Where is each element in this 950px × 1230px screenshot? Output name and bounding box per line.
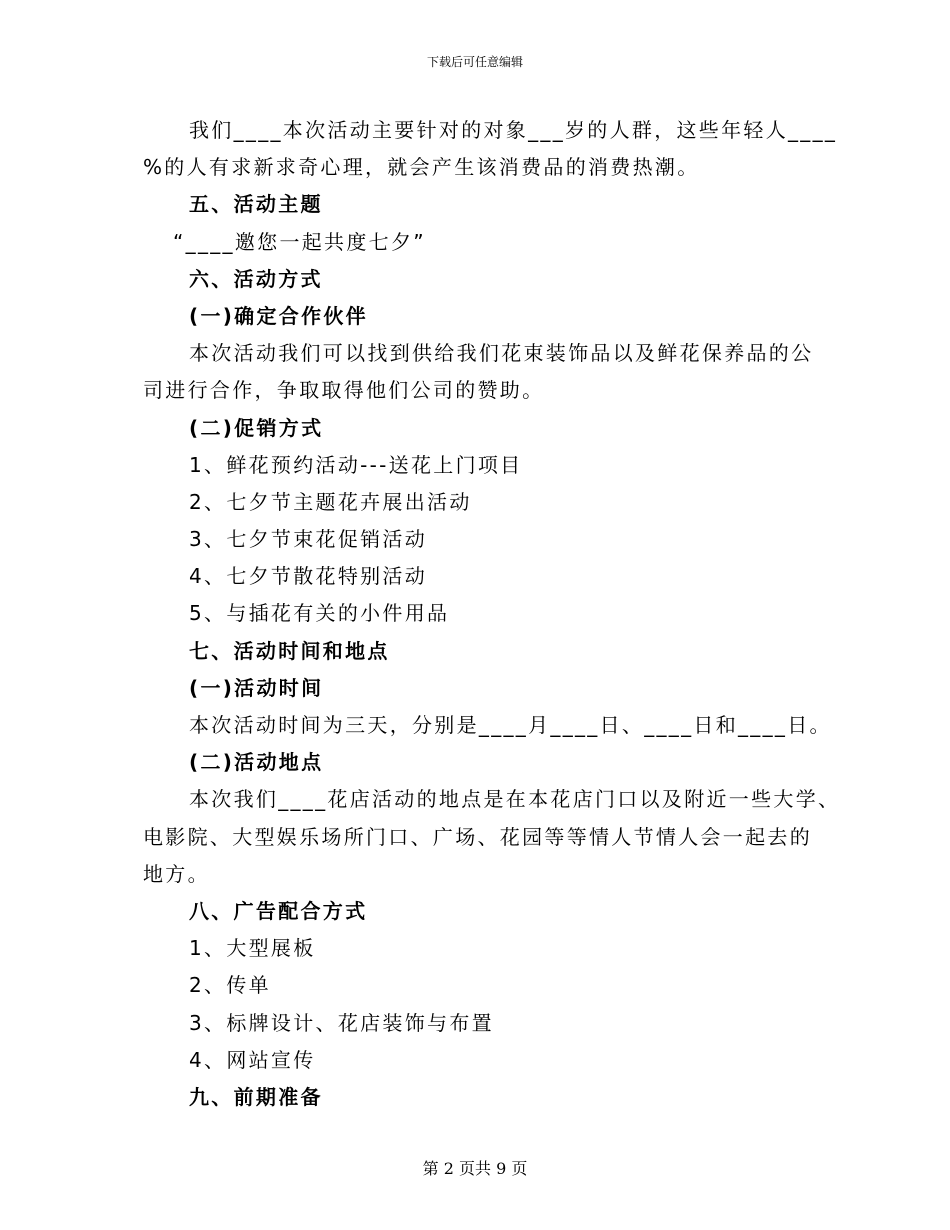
page-number: 第 2 页共 9 页 [422, 1159, 528, 1178]
subsection-heading: (一)活动时间 [189, 675, 324, 700]
paragraph-line: 司进行合作，争取取得他们公司的赞助。 [143, 378, 545, 403]
paragraph-line: 本次活动我们可以找到供给我们花束装饰品以及鲜花保养品的公 [189, 341, 814, 366]
list-item: 2、七夕节主题花卉展出活动 [189, 489, 472, 514]
paragraph-line: 本次活动时间为三天，分别是____月____日、____日和____日。 [189, 713, 832, 737]
list-item: 4、网站宣传 [189, 1047, 316, 1072]
paragraph-line: 电影院、大型娱乐场所门口、广场、花园等等情人节情人会一起去的 [143, 824, 812, 849]
paragraph-line: 本次我们____花店活动的地点是在本花店门口以及附近一些大学、 [189, 787, 841, 812]
header-note: 下载后可任意编辑 [426, 55, 523, 69]
list-item: 5、与插花有关的小件用品 [189, 601, 450, 626]
list-item: 3、标牌设计、花店装饰与布置 [189, 1010, 494, 1035]
list-item: 4、七夕节散花特别活动 [189, 564, 428, 589]
document-body [143, 112, 841, 1116]
list-item: 2、传单 [189, 973, 271, 998]
section-heading: 五、活动主题 [189, 192, 323, 217]
paragraph-line: 我们____本次活动主要针对的对象___岁的人群，这些年轻人____ [189, 118, 838, 142]
section-heading: 九、前期准备 [189, 1084, 323, 1109]
subsection-heading: (一)确定合作伙伴 [189, 303, 368, 328]
section-heading: 八、广告配合方式 [189, 898, 368, 923]
paragraph-line: %的人有求新求奇心理，就会产生该消费品的消费热潮。 [143, 155, 700, 180]
list-item: 3、七夕节束花促销活动 [189, 527, 428, 552]
list-item: 1、大型展板 [189, 936, 316, 961]
section-heading: 七、活动时间和地点 [189, 638, 390, 663]
section-heading: 六、活动方式 [189, 266, 323, 291]
paragraph-line: 地方。 [143, 861, 210, 886]
subsection-heading: (二)促销方式 [189, 415, 324, 440]
subsection-heading: (二)活动地点 [189, 750, 324, 775]
paragraph-line: “____邀您一起共度七夕” [173, 229, 426, 254]
list-item: 1、鲜花预约活动---送花上门项目 [189, 452, 523, 477]
